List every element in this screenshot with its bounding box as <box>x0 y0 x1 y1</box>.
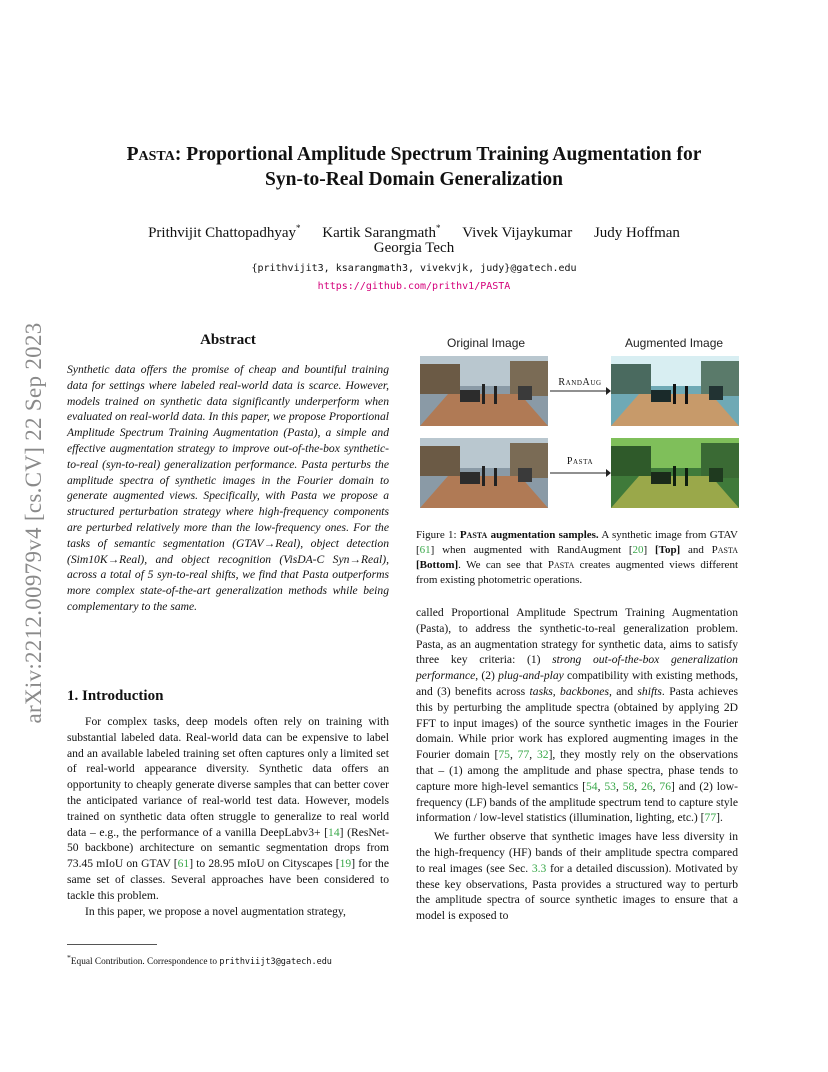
op-label-pasta: Pasta <box>566 456 594 467</box>
intro-heading: 1. Introduction <box>67 688 164 704</box>
arxiv-identifier <box>14 288 54 758</box>
citation-link[interactable]: 61 <box>419 544 431 556</box>
citation-link[interactable]: 54 <box>585 779 598 793</box>
citation-link[interactable]: 20 <box>632 544 644 556</box>
citation-link[interactable]: 26 <box>641 779 653 793</box>
right-paragraph-1: called Proportional Amplitude Spectrum Training Augmentation (Pasta), to address the synthetic-to-real generalization problem. Pasta, as an augmentation strategy for synthetic data, aims to satisfy three key criteria: (1) strong out-of-the-box generalization performance, (2) plug-and-play compatibility with existing methods, and (3) benefits across tasks, backbones, and shifts. Pasta achieves this by perturbing the amplitude spectra (obtained by applying 2D FFT to input images) of the source synthetic images in the Fourier domain. While prior work has explored augmenting images in the Fourier domain [75, 77, 32], they mostly rely on the observations that – (1) among the amplitude and phase spectra, phase tends to capture more high-level semantics [54, 53, 58, 26, 76] and (2) low-frequency (LF) bands of the amplitude spectrum tend to capture style information / low-level statistics (illumination, lighting, etc.) [77]. <box>416 606 739 825</box>
right-column-body <box>416 605 738 924</box>
citation-link[interactable]: 77 <box>517 748 530 762</box>
augmented-image-top <box>611 356 739 426</box>
title-rest: : Proportional Amplitude Spectrum Training Augmentation for <box>174 144 702 165</box>
author-emails: {prithvijit3, ksarangmath3, vivekvjk, judy}@gatech.edu <box>251 263 577 274</box>
affiliation: Georgia Tech <box>373 240 455 256</box>
citation-link[interactable]: 58 <box>622 779 635 793</box>
arxiv-id-text: arXiv:2212.00979v4 [cs.CV] 22 Sep 2023 <box>21 322 46 724</box>
original-image-top <box>420 356 548 426</box>
right-paragraph-2: We further observe that synthetic images have less diversity in the high-frequency (HF) bands of their amplitude spectra compared to real images (see Sec. 3.3 for a detailed discussion). Motivated by these key observations, Pasta provides a structured way to perturb the amplitude spectra of source synthetic images to ensure that a model is exposed to <box>416 830 738 923</box>
citation-link[interactable]: 32 <box>536 748 549 762</box>
intro-paragraph-2: In this paper, we propose a novel augmentation strategy, <box>85 904 346 918</box>
footnote-rule <box>67 944 157 945</box>
original-image-bottom <box>420 438 548 508</box>
citation-link[interactable]: 75 <box>498 748 510 762</box>
figure-label-original: Original Image <box>447 336 526 350</box>
citation-link[interactable]: 14 <box>328 825 340 839</box>
footnote: *Equal Contribution. Correspondence to prithviijt3@gatech.edu <box>67 953 332 968</box>
project-link[interactable]: https://github.com/prithv1/PASTA <box>317 281 511 292</box>
op-label-randaug: RandAug <box>558 377 602 388</box>
title-line-1 <box>80 142 748 167</box>
citation-link[interactable]: 19 <box>339 857 352 871</box>
title-method: Pasta <box>126 144 175 165</box>
section-link[interactable]: 3.3 <box>531 861 547 875</box>
intro-body <box>67 714 389 919</box>
author-3: Vivek Vijaykumar <box>462 225 573 241</box>
abstract-text: Synthetic data offers the promise of cheap and bountiful training data for settings where labeled real-world data is scarce. However, models trained on synthetic data significantly underperform when evaluated on real-world data. In this paper, we propose Proportional Amplitude Spectrum Training Augmentation (Pasta), a simple and effective augmentation strategy to improve out-of-the-box synthetic-to-real (syn-to-real) generalization performance. Pasta perturbs the amplitude spectra of synthetic images in the Fourier domain to generate augmented views. Specifically, with Pasta we propose a structured perturbation strategy where high-frequency components are perturbed relatively more than the low-frequency ones. For the tasks of semantic segmentation (GTAV→Real), object detection (Sim10K→Real), and object recognition (VisDA-C Syn→Real), across a total of 5 syn-to-real shifts, we find that Pasta outperforms more complex state-of-the-art generalization methods while being complementary to the same. <box>67 363 389 613</box>
citation-link[interactable]: 76 <box>659 779 672 793</box>
figure-label-augmented: Augmented Image <box>625 336 724 350</box>
arrow-right-icon <box>548 467 612 479</box>
citation-link[interactable]: 77 <box>704 811 717 825</box>
author-1: Prithvijit Chattopadhyay* <box>148 223 301 241</box>
citation-link[interactable]: 53 <box>604 779 616 793</box>
augmented-image-bottom <box>611 438 739 508</box>
figure-caption: Figure 1: Pasta augmentation samples. A synthetic image from GTAV [61] when augmented with RandAugment [20] [Top] and Pasta [Bottom]. We can see that Pasta creates augmented views different from existing photometric operations. <box>416 529 738 586</box>
title-line-2: Syn-to-Real Domain Generalization <box>265 169 563 190</box>
abstract-heading: Abstract <box>200 332 256 348</box>
author-2: Kartik Sarangmath* <box>322 223 441 241</box>
paper-title <box>80 142 748 192</box>
author-4: Judy Hoffman <box>593 225 680 241</box>
citation-link[interactable]: 61 <box>177 857 190 871</box>
intro-paragraph-1: For complex tasks, deep models often rely on training with substantial labeled data. Real-world data can be expensive to label and an available labeled training set often captures only a limited set of real-world appearance diversity. Synthetic data offers an opportunity to cheaply generate diverse samples that can better cover the anticipated variance of real-world test data. However, models trained on synthetic data often struggle to generalize to real world data – e.g., the performance of a vanilla DeepLabv3+ [14] (ResNet-50 backbone) architecture on semantic segmentation drops from 73.45 mIoU on GTAV [61] to 28.95 mIoU on Cityscapes [19] for the same set of classes. Several approaches have been considered to tackle this problem. <box>67 715 389 902</box>
